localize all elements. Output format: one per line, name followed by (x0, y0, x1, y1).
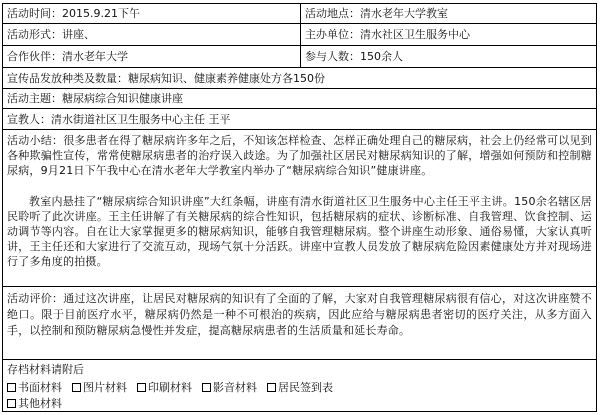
activity-form-value: 讲座、 (62, 28, 95, 41)
evaluation-label: 活动评价： (7, 292, 64, 305)
archive-item-label: 影音材料 (213, 381, 257, 394)
row-time-place (3, 4, 596, 24)
partner-cell (3, 46, 300, 67)
participant-count-cell (300, 46, 596, 67)
speaker-label: 宣教人： (7, 113, 51, 126)
activity-time-value: 2015.9.21下午 (62, 7, 140, 20)
archive-item-label: 印刷材料 (148, 381, 192, 394)
row-archive (3, 360, 596, 411)
speaker-value: 清水街道社区卫生服务中心主任 王平 (51, 113, 231, 126)
archive-item-label: 图片材料 (83, 381, 127, 394)
archive-item-label: 居民签到表 (278, 381, 333, 394)
host-unit-value: 清水社区卫生服务中心 (360, 28, 470, 41)
archive-item-signin[interactable] (267, 380, 333, 396)
row-summary (3, 130, 596, 287)
row-form-host (3, 24, 596, 46)
checkbox-icon[interactable] (7, 383, 16, 392)
row-partner-count (3, 46, 596, 68)
archive-item-label: 书面材料 (18, 381, 62, 394)
speaker-cell (3, 109, 596, 129)
host-unit-cell (300, 24, 596, 45)
summary-text-1: 很多患者在得了糖尿病许多年之后，不知该怎样检查、怎样正确处理自己的糖尿病，社会上仍经常可以见到各种欺骗性宣传，常常使糖尿病患者的治疗误入歧途。为了加强社区居民对糖尿病知识的了解，增强如何预防和控制糖尿病，9月21日下午我中心在清水老年大学教室内举办了“糖尿病综合知识”健康讲座。 (7, 134, 593, 177)
theme-cell (3, 89, 596, 108)
activity-place-value: 清水老年大学教室 (360, 7, 448, 20)
evaluation-paragraph (7, 291, 592, 339)
summary-paragraph-1 (7, 133, 592, 178)
checkbox-icon[interactable] (202, 383, 211, 392)
activity-record-table (2, 3, 597, 412)
participant-count-value: 150余人 (360, 50, 403, 63)
checkbox-icon[interactable] (72, 383, 81, 392)
archive-heading: 存档材料请附后 (7, 363, 84, 376)
activity-form-cell (3, 24, 300, 45)
theme-value: 糖尿病综合知识健康讲座 (62, 92, 183, 105)
archive-item-media[interactable] (202, 380, 257, 396)
archive-item-photos[interactable] (72, 380, 127, 396)
row-materials (3, 68, 596, 89)
row-speaker (3, 109, 596, 130)
summary-paragraph-2: 教室内悬挂了“糖尿病综合知识讲座”大红条幅，讲座有清水街道社区卫生服务中心主任王平主讲。150余名辖区居民聆听了此次讲座。王主任讲解了有关糖尿病的综合性知识，包括糖尿病的症状、诊断标准、自我管理、饮食控制、运动调节等内容。自在让大家掌握更多的糖尿病知识，能够自我管理糖尿病。整个讲座生动形象、通俗易懂，大家认真听讲，王主任还和大家进行了交流互动，现场气氛十分活跃。讲座中宣教人员发放了糖尿病危险因素健康处方并对现场进行了多角度的拍摄。 (7, 195, 592, 268)
checkbox-icon[interactable] (137, 383, 146, 392)
row-evaluation (3, 287, 596, 360)
summary-label: 活动小结： (7, 134, 64, 147)
row-theme (3, 89, 596, 109)
host-unit-label: 主办单位： (305, 28, 360, 41)
partner-label: 合作伙伴： (7, 50, 62, 63)
materials-cell: 宣传品发放种类及数量：糖尿病知识、健康素养健康处方各150份 (7, 72, 325, 85)
activity-form-label: 活动形式： (7, 28, 62, 41)
checkbox-icon[interactable] (267, 383, 276, 392)
checkbox-icon[interactable] (7, 399, 16, 408)
archive-item-other[interactable] (7, 396, 62, 412)
activity-time-label: 活动时间： (7, 7, 62, 20)
activity-time-cell (3, 4, 300, 23)
partner-value: 清水老年大学 (62, 50, 128, 63)
theme-label: 活动主题： (7, 92, 62, 105)
archive-item-printed[interactable] (137, 380, 192, 396)
archive-other-row (7, 394, 72, 412)
archive-item-label: 其他材料 (18, 397, 62, 410)
activity-place-label: 活动地点： (305, 7, 360, 20)
activity-place-cell (300, 4, 596, 23)
participant-count-label: 参与人数： (305, 50, 360, 63)
evaluation-text: 通过这次讲座，让居民对糖尿病的知识有了全面的了解，大家对自我管理糖尿病很有信心，对这次讲座赞不绝口。限于目前医疗水平，糖尿病仍然是一种不可根治的疾病，因此应给与糖尿病患者密切的医疗关注，从多方面入手，以控制和预防糖尿病急慢性并发症，提高糖尿病患者的生活质量和延长寿命。 (7, 292, 593, 337)
